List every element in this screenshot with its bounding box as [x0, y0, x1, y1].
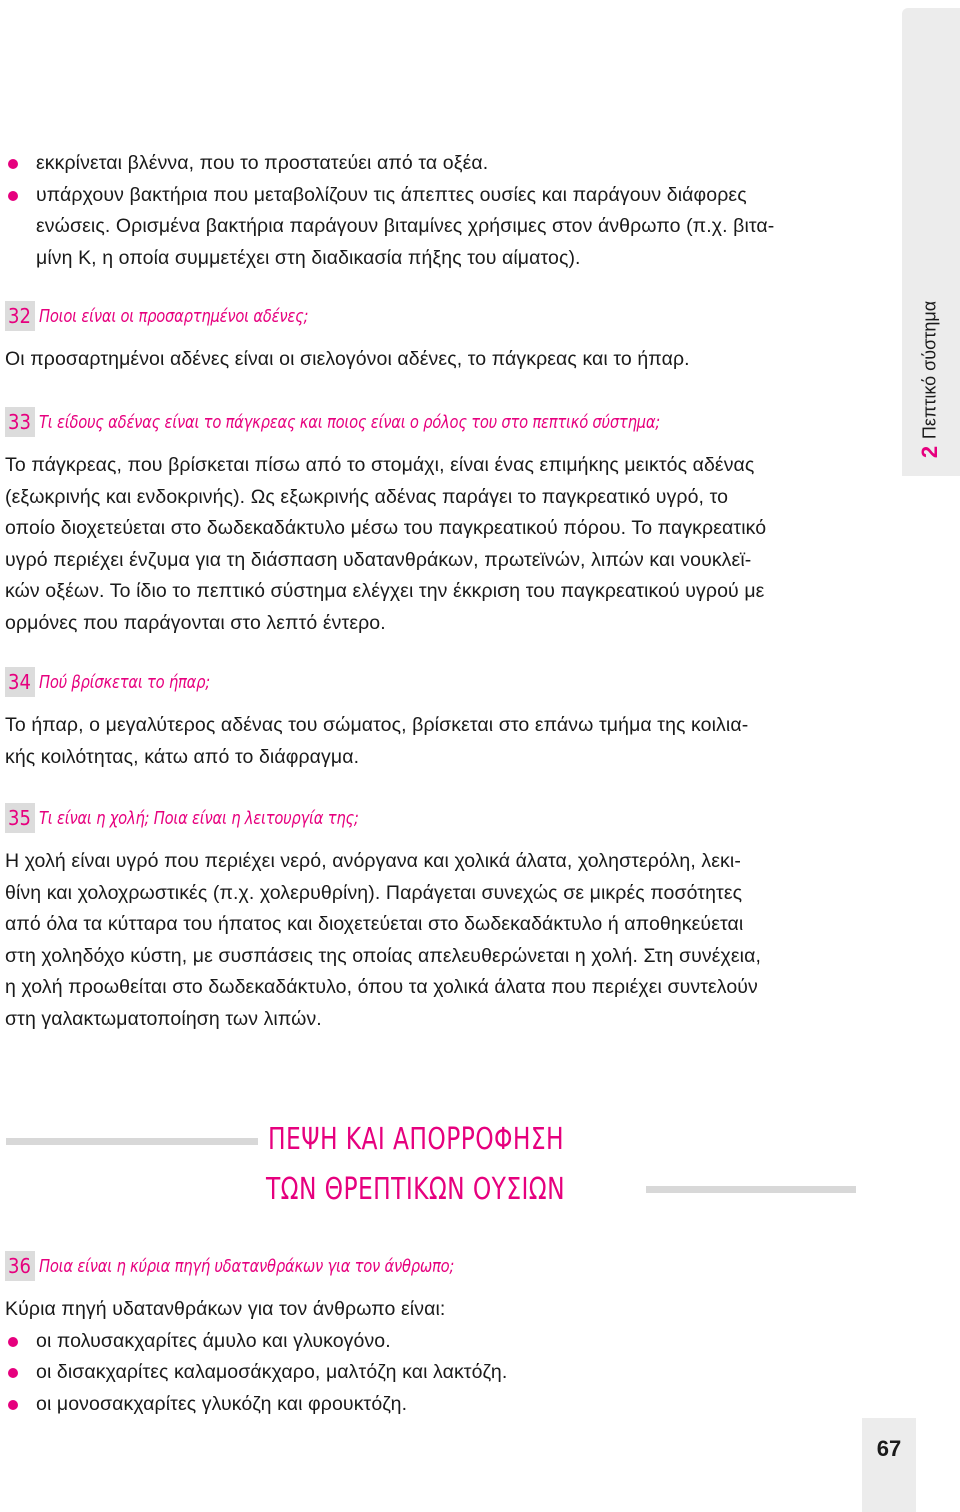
answer-36 [5, 1294, 857, 1420]
bullet-icon [8, 1368, 18, 1378]
answer-line: υγρό περιέχει ένζυμα για τη διάσπαση υδατανθράκων, πρωτεϊνών, λιπών και νουκλεϊ- [5, 548, 752, 571]
list-item: οι μονοσακχαρίτες γλυκόζη και φρουκτόζη. [5, 1389, 857, 1421]
question-33-heading [5, 407, 796, 437]
answer-intro: Κύρια πηγή υδατανθράκων για τον άνθρωπο είναι: [5, 1298, 446, 1320]
answer-line: Το πάγκρεας, που βρίσκεται πίσω από το στομάχι, είναι ένας επιμήκης μεικτός αδένας [5, 454, 755, 476]
section-divider-right [646, 1186, 856, 1193]
page-number-tab [862, 1418, 916, 1512]
question-text: Ποια είναι η κύρια πηγή υδατανθράκων για τον άνθρωπο; [38, 1255, 455, 1277]
question-text: Τι είδους αδένας είναι το πάγκρεας και ποιος είναι ο ρόλος του στο πεπτικό σύστημα; [38, 411, 660, 433]
answer-line: κών οξέων. Το ίδιο το πεπτικό σύστημα ελέγχει την έκκριση του παγκρεατικού υγρού με [5, 580, 765, 602]
question-number: 32 [5, 301, 35, 331]
question-32-heading [5, 301, 367, 331]
chapter-number: 2 [917, 445, 942, 459]
question-text: Ποιοι είναι οι προσαρτημένοι αδένες; [38, 305, 309, 327]
answer-34 [5, 710, 857, 773]
intro-bullet-list [5, 148, 857, 274]
question-number: 35 [5, 803, 35, 833]
answer-line: στη χοληδόχο κύστη, με συσπάσεις της οποίας απελευθερώνεται η χολή. Στη συνέχεια, [5, 944, 761, 967]
answer-line: στη γαλακτωματοποίηση των λιπών. [5, 1007, 322, 1030]
answer-32 [5, 344, 857, 376]
question-number: 33 [5, 407, 35, 437]
question-text: Τι είναι η χολή; Ποια είναι η λειτουργία της; [38, 807, 359, 829]
list-item-continuation: μίνη Κ, η οποία συμμετέχει στη διαδικασία πήξης του αίματος). [36, 246, 581, 269]
question-35-heading [5, 803, 429, 833]
answer-35 [5, 846, 857, 1035]
section-title-line-2: ΤΩΝ ΘΡΕΠΤΙΚΩΝ ΟΥΣΙΩΝ [266, 1172, 565, 1207]
answer-line: θίνη και χολοχρωστικές (π.χ. χολερυθρίνη). Παράγεται συνεχώς σε μικρές ποσότητες [5, 881, 743, 904]
answer-line: (εξωκρινής και ενδοκρινής). Ως εξωκρινής αδένας παράγει το παγκρεατικό υγρό, το [5, 485, 729, 508]
answer-line: Το ήπαρ, ο μεγαλύτερος αδένας του σώματος, βρίσκεται στο επάνω τμήμα της κοιλια- [5, 714, 749, 736]
answer-line: Η χολή είναι υγρό που περιέχει νερό, ανόργανα και χολικά άλατα, χοληστερόλη, λεκι- [5, 850, 741, 872]
bullet-icon [8, 159, 18, 169]
question-36-heading [5, 1251, 545, 1281]
question-number: 36 [5, 1251, 35, 1281]
list-item-continuation: ενώσεις. Ορισμένα βακτήρια παράγουν βιταμίνες χρήσιμες στον άνθρωπο (π.χ. βιτα- [36, 215, 775, 237]
answer-line: από όλα τα κύτταρα του ήπατος και διοχετεύεται στο δωδεκαδάκτυλο ή αποθηκεύεται [5, 913, 744, 935]
bullet-icon [8, 1337, 18, 1347]
list-item: οι δισακχαρίτες καλαμοσάκχαρο, μαλτόζη και λακτόζη. [5, 1357, 857, 1389]
bullet-icon [8, 191, 18, 201]
section-title-line-1: ΠΕΨΗ ΚΑΙ ΑΠΟΡΡΟΦΗΣΗ [268, 1122, 564, 1157]
section-divider-left [6, 1138, 258, 1145]
page-number: 67 [876, 1436, 902, 1461]
question-34-heading [5, 667, 247, 697]
question-text: Πού βρίσκεται το ήπαρ; [38, 671, 210, 693]
answer-line: κής κοιλότητας, κάτω από το διάφραγμα. [5, 745, 360, 768]
bullet-icon [8, 1400, 18, 1410]
list-item: οι πολυσακχαρίτες άμυλο και γλυκογόνο. [5, 1326, 857, 1358]
chapter-title: Πεπτικό σύστημα [919, 300, 940, 440]
answer-line: οποίο διοχετεύεται στο δωδεκαδάκτυλο μέσω του παγκρεατικού πόρου. Το παγκρεατικό [5, 517, 767, 539]
list-item: υπάρχουν βακτήρια που μεταβολίζουν τις άπεπτες ουσίες και παράγουν διάφορες [5, 180, 857, 212]
question-number: 34 [5, 667, 35, 697]
answer-line: Οι προσαρτημένοι αδένες είναι οι σιελογόνοι αδένες, το πάγκρεας και το ήπαρ. [5, 348, 690, 370]
list-item: εκκρίνεται βλέννα, που το προστατεύει από τα οξέα. [5, 148, 857, 180]
answer-line: η χολή προωθείται στο δωδεκαδάκτυλο, όπου τα χολικά άλατα που περιέχει συντελούν [5, 976, 758, 998]
answer-33 [5, 450, 857, 639]
answer-line: ορμόνες που παράγονται στο λεπτό έντερο. [5, 611, 386, 634]
